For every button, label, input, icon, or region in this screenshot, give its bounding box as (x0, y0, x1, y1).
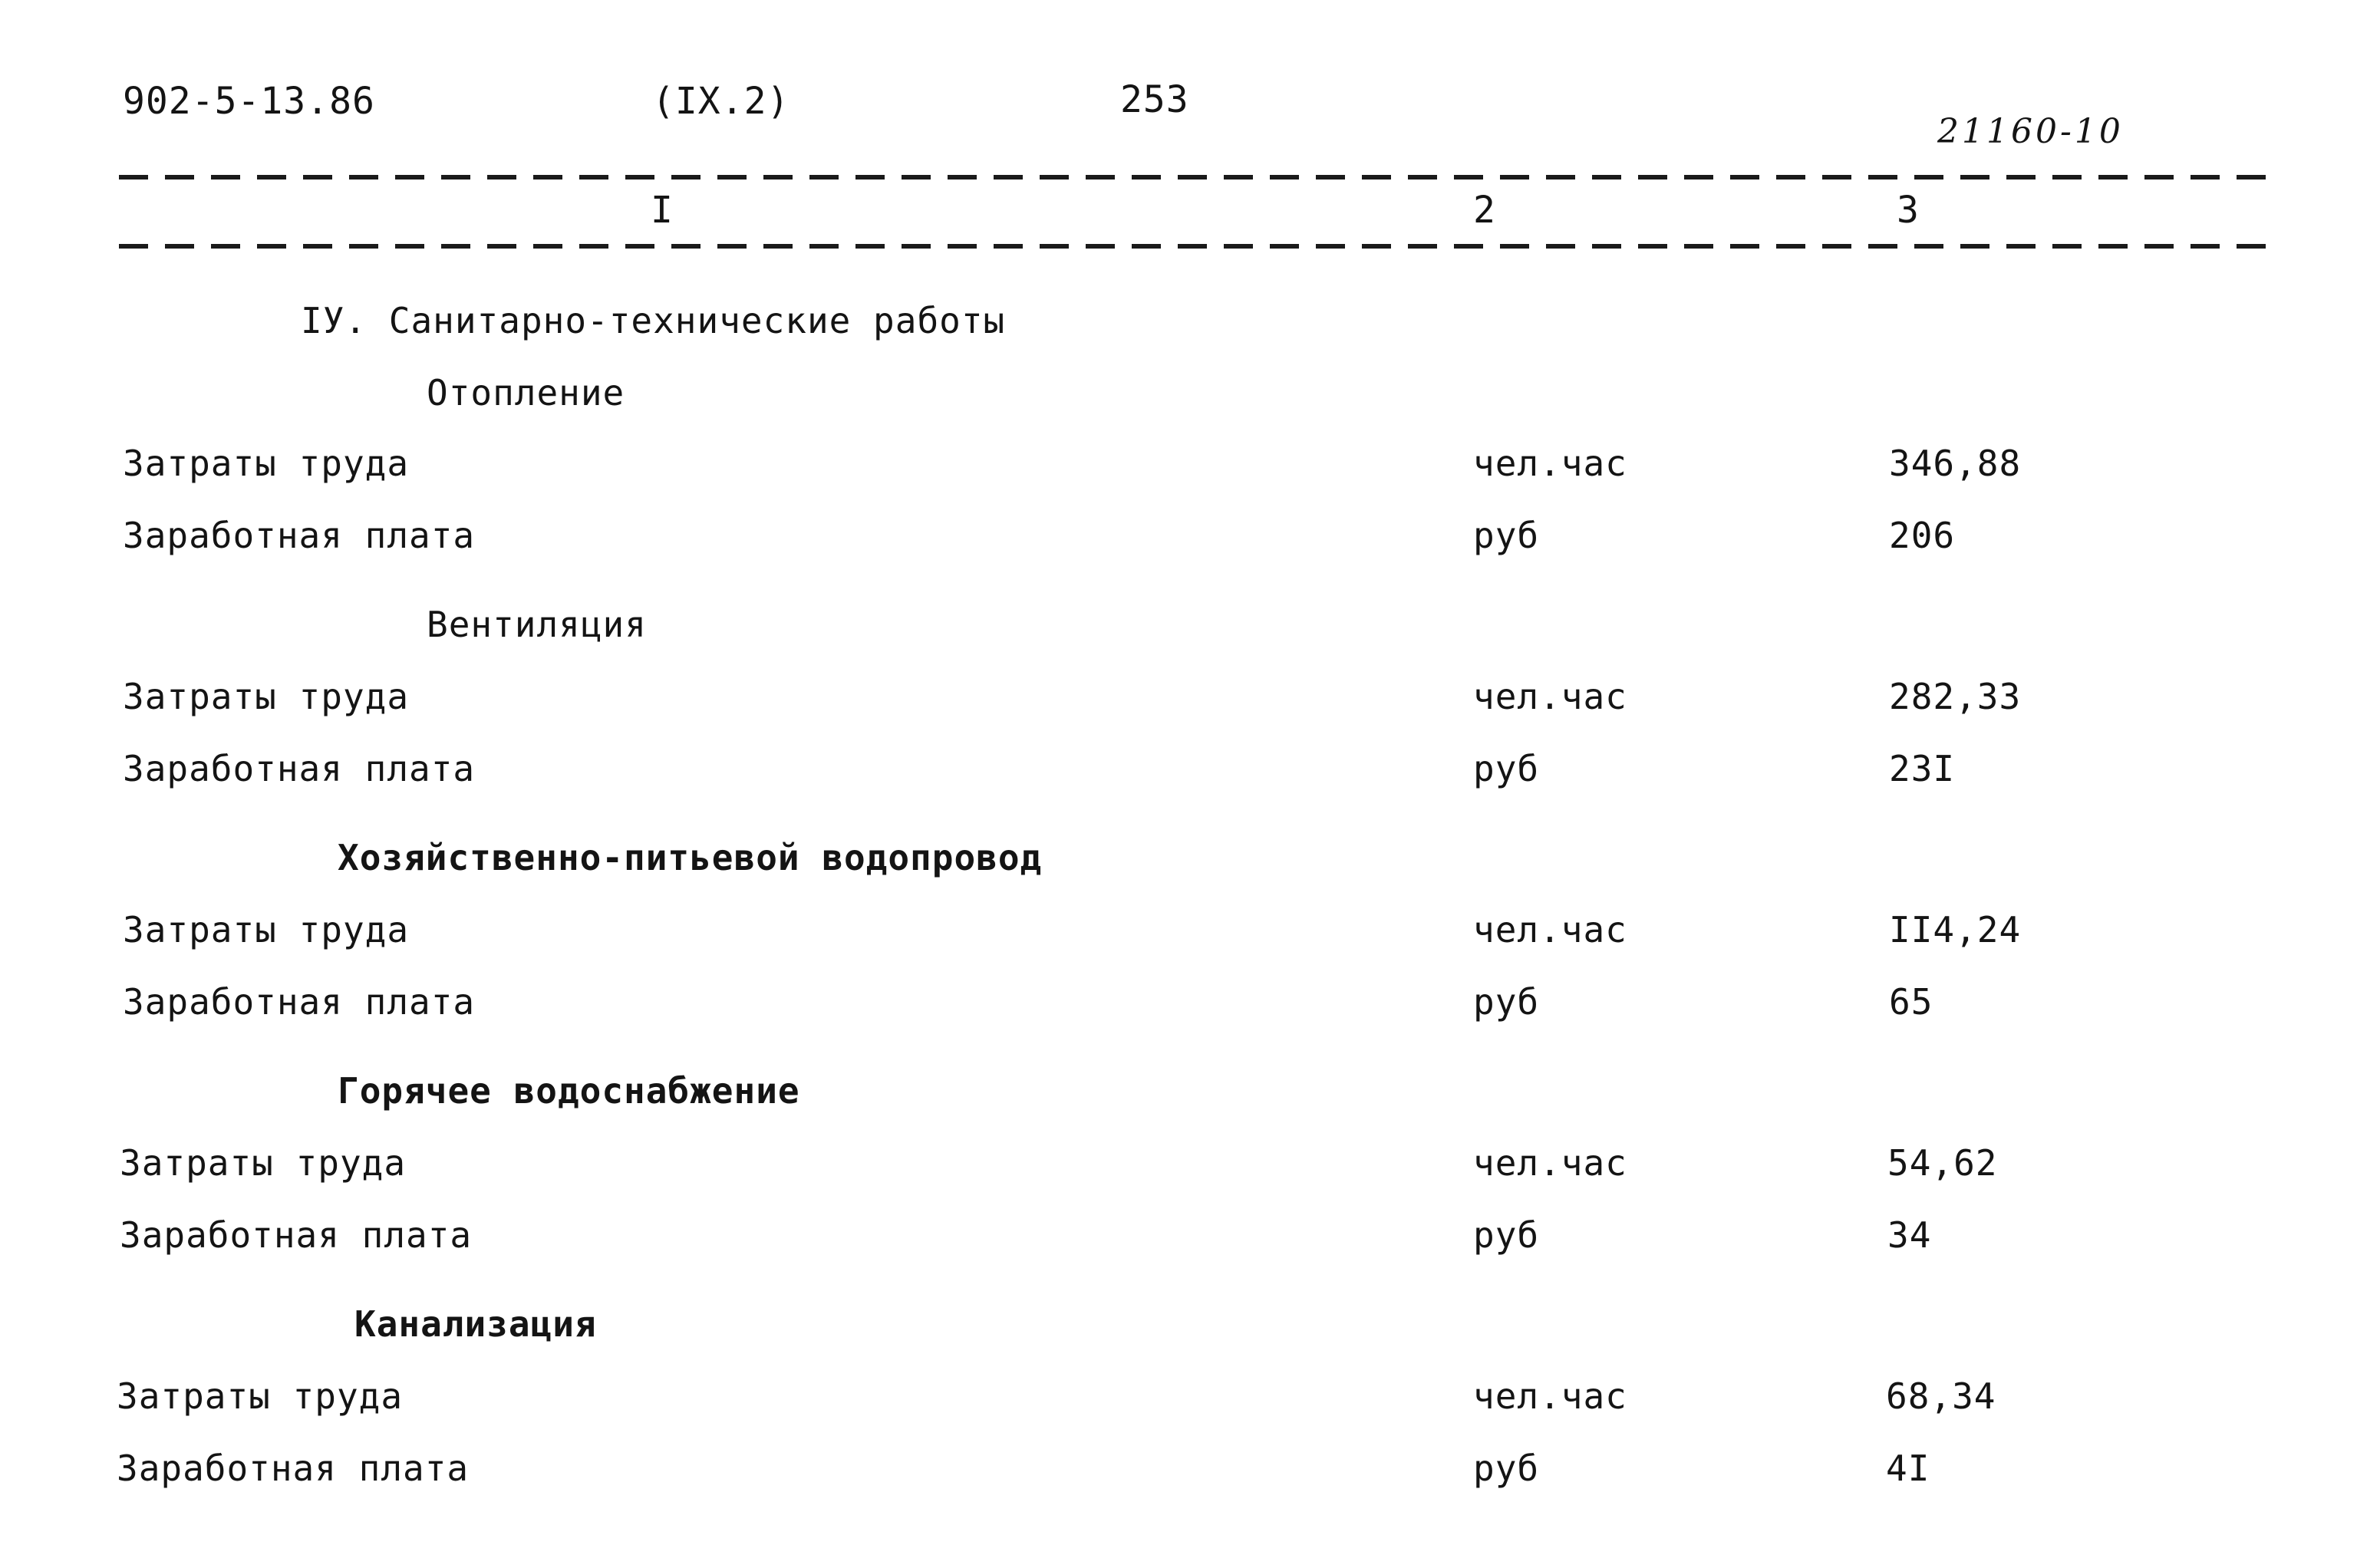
handwritten-note: 21160-10 (1937, 112, 2124, 151)
row-unit: чел.час (1473, 1375, 1627, 1417)
row-unit: руб (1473, 1214, 1540, 1256)
row-unit: руб (1473, 1448, 1540, 1489)
section-code: (IX.2) (652, 80, 790, 123)
row-unit: чел.час (1473, 1142, 1627, 1184)
row-unit: чел.час (1473, 676, 1627, 717)
group-title: Горячее водоснабжение (338, 1070, 800, 1112)
row-value: 4I (1886, 1448, 1930, 1489)
row-label: Заработная плата (123, 981, 476, 1023)
row-label: Затраты труда (120, 1142, 407, 1184)
row-value: 34 (1887, 1214, 1932, 1256)
group-title: Вентиляция (427, 604, 647, 645)
row-label: Заработная плата (120, 1214, 473, 1256)
row-unit: чел.час (1473, 909, 1627, 950)
row-value: 68,34 (1886, 1375, 1996, 1417)
column-header-1: I (651, 189, 674, 232)
row-label: Затраты труда (123, 909, 410, 950)
doc-code: 902-5-13.86 (123, 80, 375, 123)
group-title: Хозяйственно-питьевой водопровод (338, 837, 1043, 878)
bottom-dashed-rule (119, 244, 2267, 249)
row-unit: руб (1473, 748, 1540, 789)
row-value: 282,33 (1889, 676, 2022, 717)
row-value: 54,62 (1887, 1142, 1998, 1184)
page-number: 253 (1120, 78, 1189, 121)
row-unit: руб (1473, 515, 1540, 556)
row-label: Затраты труда (123, 443, 410, 484)
column-header-2: 2 (1473, 189, 1496, 232)
row-label: Заработная плата (123, 748, 476, 789)
row-value: 206 (1889, 515, 1956, 556)
row-label: Затраты труда (117, 1375, 404, 1417)
row-label: Затраты труда (123, 676, 410, 717)
row-label: Заработная плата (117, 1448, 470, 1489)
row-label: Заработная плата (123, 515, 476, 556)
section-title: IУ. Санитарно-технические работы (301, 300, 1006, 341)
group-title: Канализация (354, 1303, 597, 1345)
row-value: II4,24 (1889, 909, 2022, 950)
row-value: 65 (1889, 981, 1933, 1023)
row-value: 346,88 (1889, 443, 2022, 484)
group-title: Отопление (427, 372, 625, 413)
top-dashed-rule (119, 175, 2267, 180)
row-value: 23I (1889, 748, 1956, 789)
column-header-3: 3 (1897, 189, 1920, 232)
row-unit: руб (1473, 981, 1540, 1023)
row-unit: чел.час (1473, 443, 1627, 484)
